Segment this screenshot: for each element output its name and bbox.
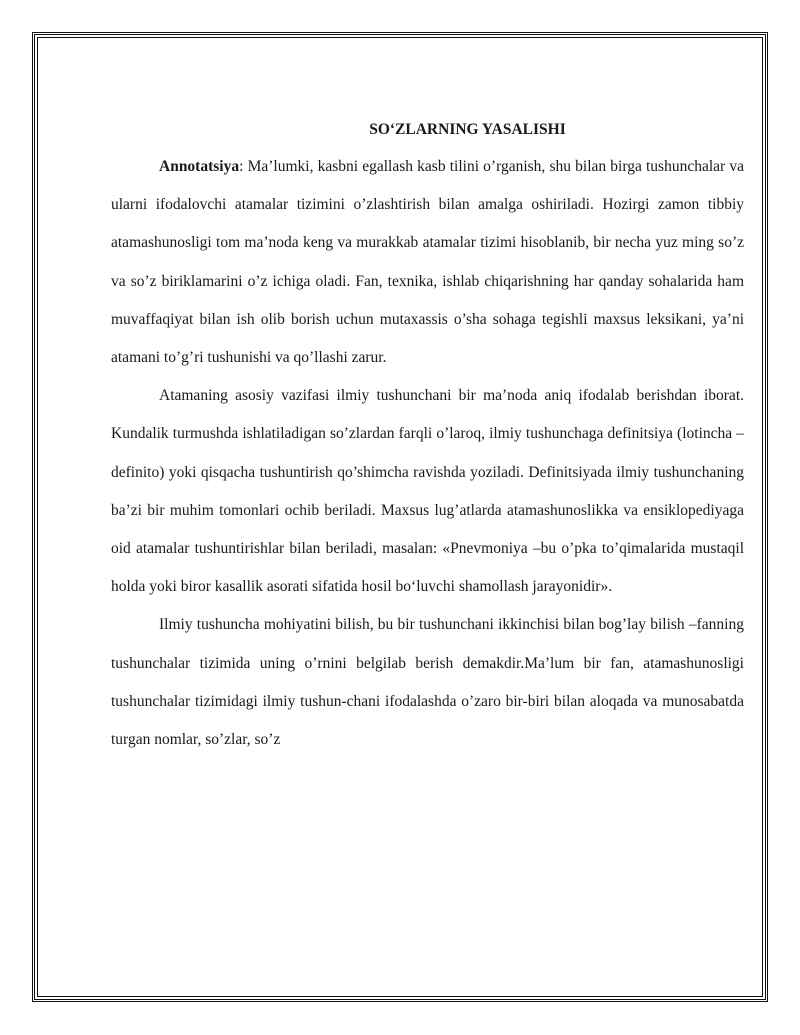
paragraph-3: Ilmiy tushuncha mohiyatini bilish, bu bir tushunchani ikkinchisi bilan bog’lay bilish –fanning tushunchalar tizimida uning o’rnini belgilab berish demakdir.Ma’lum bir fan, atamashunosligi tushunchalar tizimidagi ilmiy tushun-chani ifodalashda o’zaro bir-biri bilan aloqada va munosabatda turgan nomlar, so’zlar, so’z — [111, 616, 744, 749]
annotation-text: : Ma’lumki, kasbni egallash kasb tilini o’rganish, shu bilan birga tushunchalar va ularni ifodalovchi atamalar tizimini o’zlashtirish bilan amalga oshiriladi. Hozirgi zamon tibbiy atamashunosligi tom ma’noda keng va murakkab atamalar tizimi hisoblanib, bir necha yuz ming so’z va so’z biriklamarini o’z ichiga oladi. Fan, texnika, ishlab chiqarishning har qanday sohalarida ham muvaffaqiyat bilan ish olib borish uchun mutaxassis o’sha sohaga tegishli maxsus leksikani, ya’ni atamani to’g’ri tushunishi va qo’llashi zarur. — [111, 158, 744, 367]
paragraph-2: Atamaning asosiy vazifasi ilmiy tushunchani bir ma’noda aniq ifodalab berishdan iborat. Kundalik turmushda ishlatiladigan so’zlardan farqli o’laroq, ilmiy tushunchaga definitsiya (lotincha –definito) yoki qisqacha tushuntirish qo’shimcha ravishda yoziladi. Definitsiyada ilmiy tushunchaning ba’zi bir muhim tomonlari ochib beriladi. Maxsus lug’atlarda atamashunoslikka va ensiklopediyaga oid atamalar tushuntirishlar bilan beriladi, masalan: «Pnevmoniya –bu o’pka to’qimalarida mustaqil holda yoki biror kasallik asorati sifatida hosil bo‘luvchi shamollash jarayonidir». — [111, 387, 744, 596]
annotation-paragraph — [111, 148, 744, 377]
document-title: SO‘ZLARNING YASALISHI — [369, 121, 566, 138]
annotation-label: Annotatsiya — [159, 158, 240, 175]
document-body — [111, 112, 744, 759]
